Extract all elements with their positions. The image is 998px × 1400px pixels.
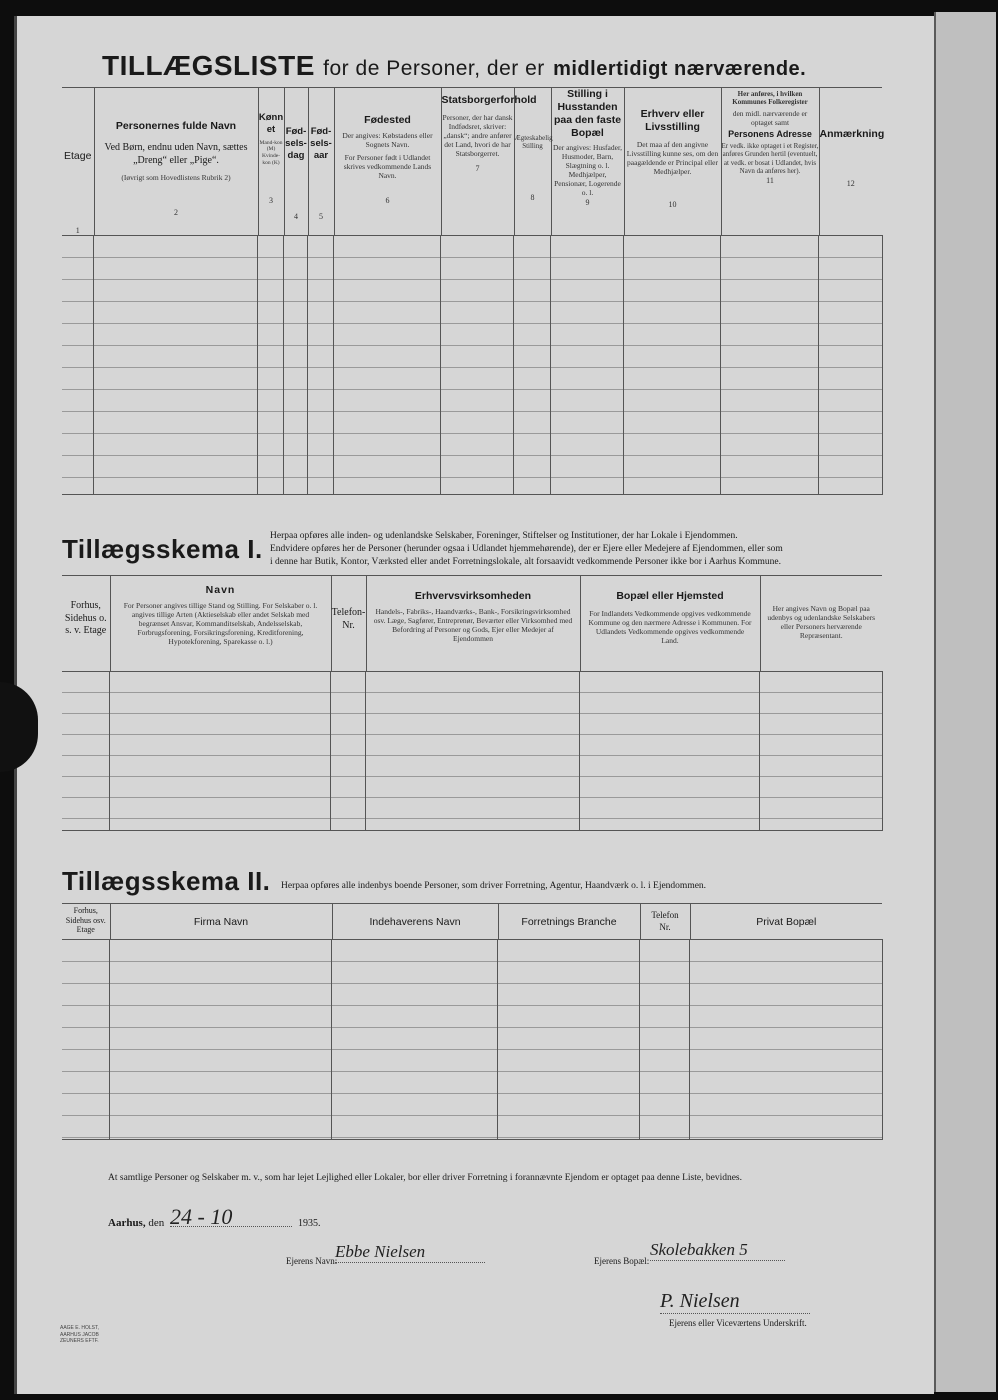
col-name-sub2: (Iøvrigt som Hovedlistens Rubrik 2) <box>121 173 231 183</box>
skema1-title: Tillægsskema I. <box>62 534 263 564</box>
col-num: 4 <box>294 211 298 221</box>
col-register-head2: Personens Adresse <box>728 128 812 139</box>
main-table-body <box>62 236 882 495</box>
printer-mark: AAGE E. HOLST, AARHUS JACOB ZEUNERS EFTF. <box>60 1325 99 1344</box>
s1-col-residence-head: Bopæl eller Hjemsted <box>616 590 724 602</box>
col-num: 6 <box>385 196 390 206</box>
col-citizenship-head: Statsborgerforhold <box>441 94 537 106</box>
col-num: 2 <box>174 208 178 218</box>
main-table-header <box>62 88 882 236</box>
column-rules <box>62 236 882 494</box>
s1-col-phone-head: Telefon-Nr. <box>331 607 366 631</box>
skema1-table <box>62 575 883 831</box>
skema1-desc-line: Endvidere opføres her de Personer (herunder ogsaa i Udlandet hjemmehørende), der er Ejere eller Medejere af Ejendommen, eller som <box>270 544 783 554</box>
city-label: Aarhus, <box>108 1217 146 1229</box>
skema2-description: Herpaa opføres alle indenbys boende Personer, som driver Forretning, Agentur, Haandværk o. l. i Ejendommen. <box>281 881 707 891</box>
date-line <box>108 1217 164 1229</box>
col-num: 11 <box>766 175 774 185</box>
s1-col-business-head: Erhvervsvirksomheden <box>414 590 532 602</box>
owner-address-handwritten: Skolebakken 5 <box>650 1240 785 1261</box>
s2-col-private-head: Privat Bopæl <box>756 916 817 928</box>
col-register-sub2: Er vedk. ikke optaget i et Register, anføres Grunden hertil (eventuelt, at vedk. er bosat i Udlandet, hvis Navn da anføres her). <box>721 142 819 176</box>
col-name-head: Personernes fulde Navn <box>115 120 237 132</box>
col-num: 9 <box>585 197 590 207</box>
date-handwritten: 24 - 10 <box>170 1204 292 1227</box>
col-register-sub: den midl. nærværende er optaget samt <box>732 108 808 127</box>
col-birthyear-head: Fød-sels-aar <box>310 126 332 161</box>
certify-text: At samtlige Personer og Selskaber m. v., som har lejet Lejlighed eller Lokaler, bor eller driver Forretning i forannævnte Ejendom er optaget paa denne Liste, bevidnes. <box>108 1173 742 1183</box>
year-label: 1935. <box>298 1218 321 1229</box>
skema2-table <box>62 903 883 1140</box>
main-title <box>102 50 806 82</box>
main-title-big: TILLÆGSLISTE <box>102 50 315 81</box>
col-marital-head: Ægteskabelig Stilling <box>514 134 553 151</box>
skema1-desc-line: Herpaa opføres alle inden- og udenlandske Selskaber, Foreninger, Stiftelser og Institutioner, der har Lokale i Ejendommen. <box>270 531 738 541</box>
col-sex-sub: Mand-kon (M) Kvinde-kon (K) <box>259 139 283 166</box>
col-name-sub: Ved Børn, endnu uden Navn, sættes „Dreng“ eller „Pige“. <box>104 142 248 167</box>
s1-col-etage-head: Forhus, Sidehus o. s. v. Etage <box>64 600 107 636</box>
col-register-head: Her anføres, i hvilken Kommunes Folkeregister <box>732 90 808 107</box>
s2-col-branch-head: Forretnings Branche <box>521 916 617 928</box>
col-num: 3 <box>269 196 273 206</box>
signature-handwritten: P. Nielsen <box>660 1290 810 1314</box>
col-num: 10 <box>668 200 677 210</box>
s2-col-phone-head: Telefon Nr. <box>651 910 679 932</box>
col-birthplace-sub: Der angives: Købstadens eller Sognets Navn. <box>342 131 433 150</box>
col-num: 12 <box>846 179 855 189</box>
signature-label: Ejerens eller Viceværtens Underskrift. <box>669 1318 807 1328</box>
col-sex-head: Kønnet <box>258 112 284 135</box>
col-citizenship-sub: Personer, der har dansk Indfødsret, skriver: „dansk“; andre anfører det Land, hvori de har Statsborgerret. <box>442 113 513 159</box>
col-household-sub: Der angives: Husfader, Husmoder, Barn, Slægtning o. l. Medhjælper, Pensionær, Logerende o. l. <box>552 142 623 197</box>
s2-col-firm-head: Firma Navn <box>193 916 249 928</box>
col-occupation-sub: Det maa af den angivne Livsstilling kunne ses, om den paagældende er Principal eller Medhjælper. <box>626 140 719 177</box>
den-label: den <box>148 1217 165 1229</box>
col-remark-head: Anmærkning <box>819 128 885 140</box>
col-num: 7 <box>475 164 480 174</box>
main-title-rest-1: for de Personer, der er <box>323 57 545 80</box>
col-num: 8 <box>530 192 535 202</box>
right-page-edge <box>934 12 996 1392</box>
s1-col-representative-sub: Her angives Navn og Bopæl paa udenbys og udenlandske Selskabers eller Personers herværende Repræsentant. <box>767 604 876 640</box>
column-rules <box>62 672 882 830</box>
col-birthplace-sub2: For Personer født i Udlandet skrives vedkommende Lands Navn. <box>343 153 432 181</box>
owner-name-handwritten: Ebbe Nielsen <box>335 1242 485 1263</box>
owner-address-label: Ejerens Bopæl: <box>594 1256 650 1266</box>
col-etage-head: Etage <box>64 150 92 162</box>
main-title-rest-2: midlertidigt nærværende. <box>553 58 807 80</box>
main-table <box>62 87 883 495</box>
s1-col-residence-sub: For Indlandets Vedkommende opgives vedkommende Kommune og den nærmere Adresse i Kommunen. For Udlandets Vedkommende opgives vedkommende Land. <box>588 609 752 646</box>
skema1-desc-line: i denne har Butik, Kontor, Værksted eller andet Forretningslokale, alt forsaavidt vedkommende Personer ikke bor i Aarhus Kommune. <box>270 557 782 567</box>
s2-col-etage-head: Forhus, Sidehus osv. Etage <box>65 906 106 935</box>
skema2-title: Tillægsskema II. <box>62 866 271 896</box>
col-occupation-head: Erhverv eller Livsstilling <box>640 108 705 134</box>
col-household-head: Stilling i Husstanden paa den faste Bopæl <box>553 88 622 140</box>
col-num: 1 <box>75 226 80 236</box>
s2-col-owner-head: Indehaverens Navn <box>369 916 461 928</box>
owner-name-label: Ejerens Navn: <box>286 1256 338 1266</box>
col-birthplace-head: Fødested <box>364 114 411 126</box>
s1-col-business-sub: Handels-, Fabriks-, Haandværks-, Bank-, Forsikringsvirksomhed osv. Læge, Sagfører, Entreprenør, Beværter eller Virksomhed med Befordring af Personer og Gods, Ejer eller Medejer af Ejendommen <box>373 607 573 644</box>
col-num: 5 <box>319 211 323 221</box>
column-rules <box>62 940 882 1139</box>
s1-col-name-head: Navn <box>205 584 236 596</box>
skema1-description <box>270 530 890 569</box>
s1-col-name-sub: For Personer angives tillige Stand og Stilling. For Selskaber o. l. angives tillige Arten (Aktieselskab eller andet Selskab med begrænset Ansvar, Kommanditselskab, Andelsselskab, Forbrugsforening, Forsikringsforening, Kreditforening, Hypotekforening, Sparekasse o. l.) <box>123 601 318 647</box>
col-birthday-head: Fød-sels-dag <box>285 126 307 161</box>
